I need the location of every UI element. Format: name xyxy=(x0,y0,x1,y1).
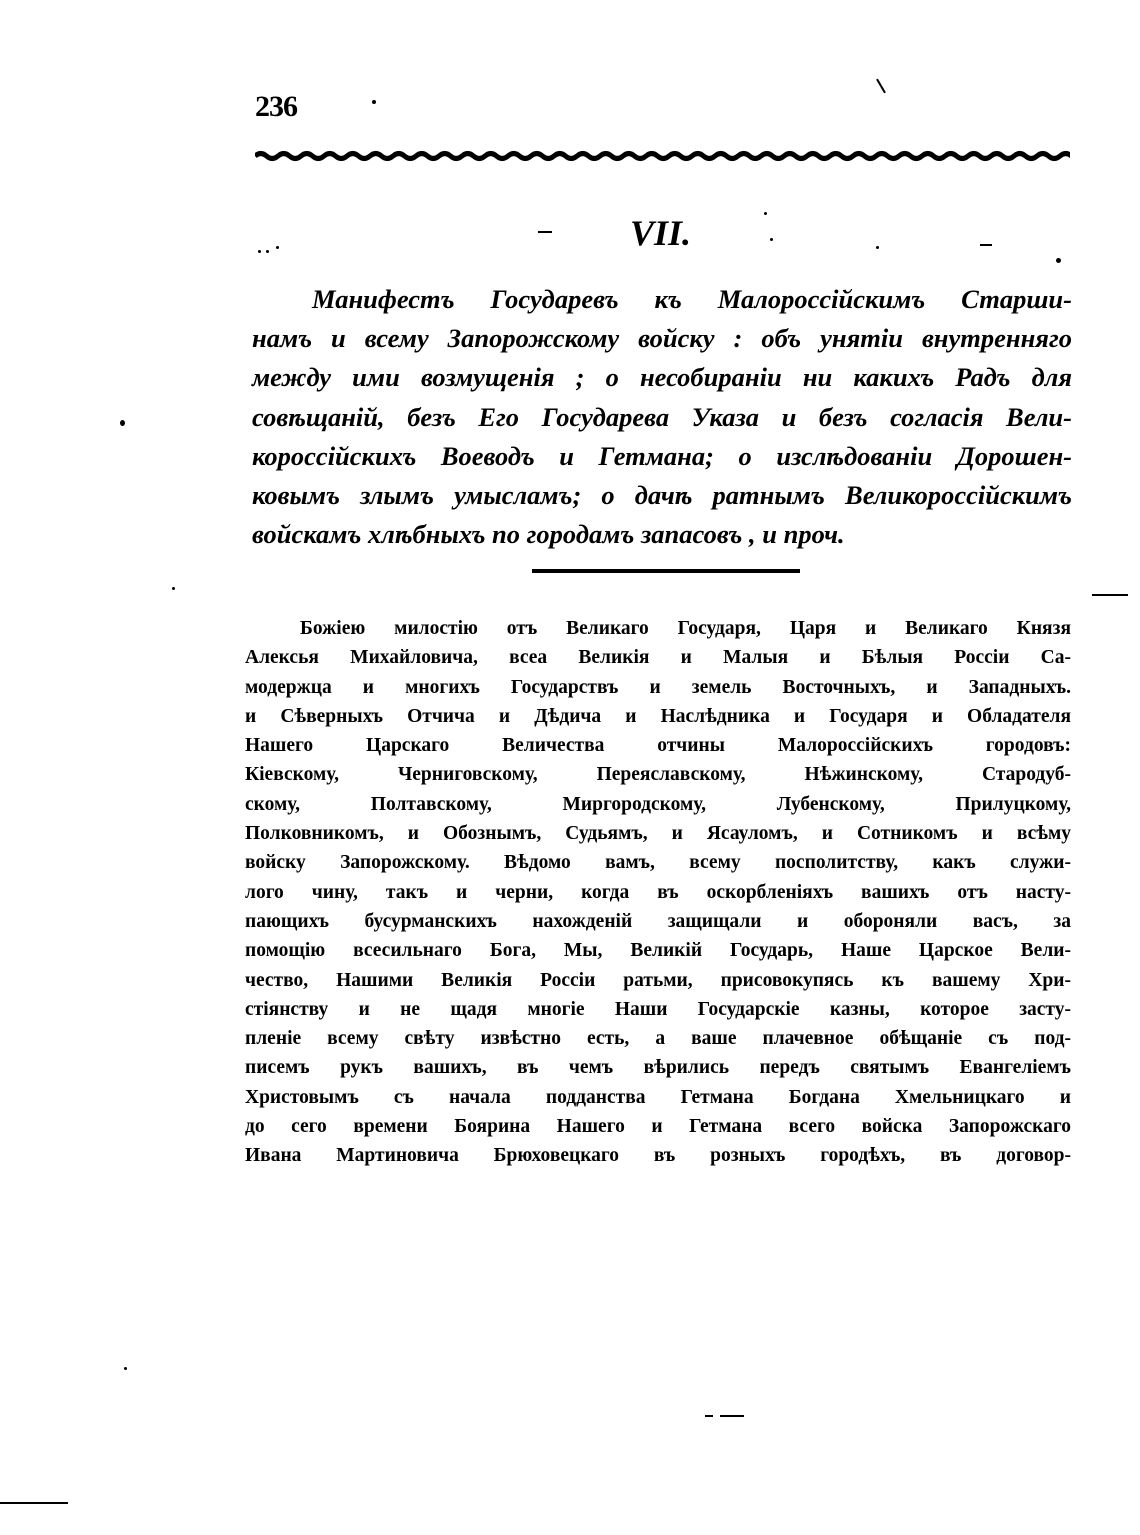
title-line: между ими возмущенія ; о несобираніи ни какихъ Радъ для xyxy=(252,362,1072,393)
scan-speck xyxy=(372,100,376,104)
page-number: 236 xyxy=(255,90,297,123)
scan-speck xyxy=(764,212,767,215)
body-line: скому, Полтавскому, Миргородскому, Лубенскому, Прилуцкому, xyxy=(245,793,1071,815)
scan-mark xyxy=(0,1502,68,1504)
title-line: войскамъ хлѣбныхъ по городамъ запасовъ , и проч. xyxy=(252,519,845,550)
scan-mark xyxy=(538,231,552,233)
body-line: войску Запорожскому. Вѣдомо вамъ, всему посполитству, какъ служи- xyxy=(245,852,1071,874)
section-number: VII. xyxy=(630,213,692,253)
scan-speck xyxy=(120,420,125,426)
scan-mark xyxy=(876,79,886,94)
body-line: до сего времени Боярина Нашего и Гетмана всего войска Запорожскаго xyxy=(245,1116,1071,1138)
title-line: короссійскихъ Воеводъ и Гетмана; о изслѣдованіи Дорошен- xyxy=(252,440,1072,471)
manifest-body xyxy=(245,614,1071,1171)
scan-speck xyxy=(258,250,261,253)
wavy-rule-ornament xyxy=(255,145,1070,167)
body-line: Полковникомъ, и Обознымъ, Судьямъ, и Ясауломъ, и Сотникомъ и всѣму xyxy=(245,823,1071,845)
body-line: стіянству и не щадя многіе Наши Государскіе казны, которое засту- xyxy=(245,998,1071,1020)
scan-speck xyxy=(876,246,879,249)
body-line: чество, Нашими Великія Россіи ратьми, присовокупясь къ вашему Хри- xyxy=(245,969,1071,991)
title-line: совѣщаній, безъ Его Государева Указа и безъ согласія Вели- xyxy=(252,401,1072,432)
scan-speck xyxy=(770,238,773,241)
body-line: лого чину, такъ и черни, когда въ оскорбленіяхъ вашихъ отъ насту- xyxy=(245,881,1071,903)
scan-mark xyxy=(980,244,992,246)
body-line: писемъ рукъ вашихъ, въ чемъ вѣрились передъ святымъ Евангеліемъ xyxy=(245,1057,1071,1079)
scan-mark xyxy=(720,1415,744,1417)
scan-speck xyxy=(276,246,279,249)
body-line: модержца и многихъ Государствъ и земель Восточныхъ, и Западныхъ. xyxy=(245,676,1071,698)
scan-mark xyxy=(705,1415,713,1417)
body-line: Кіевскому, Черниговскому, Переяславскому, Нѣжинскому, Стародуб- xyxy=(245,764,1071,786)
manifest-title xyxy=(252,280,1072,554)
scan-speck xyxy=(172,587,175,590)
body-line: помощію всесильнаго Бога, Мы, Великій Государь, Наше Царское Вели- xyxy=(245,940,1071,962)
body-line: Божіею милостію отъ Великаго Государя, Царя и Великаго Князя xyxy=(300,618,1071,639)
title-line: ковымъ злымъ умысламъ; о дачѣ ратнымъ Великороссійскимъ xyxy=(252,480,1072,511)
title-line: Манифестъ Государевъ къ Малороссійскимъ Старши- xyxy=(312,284,1072,314)
title-line: намъ и всему Запорожскому войску : объ унятіи внутренняго xyxy=(252,323,1072,354)
scan-mark xyxy=(1092,594,1128,596)
body-line: Нашего Царскаго Величества отчины Малороссійскихъ городовъ: xyxy=(245,735,1071,757)
body-line: пленіе всему свѣту извѣстно есть, а ваше плачевное обѣщаніе съ под- xyxy=(245,1028,1071,1050)
scan-speck xyxy=(1056,258,1061,263)
scan-speck xyxy=(124,1367,127,1370)
scan-speck xyxy=(266,250,269,253)
body-line: Христовымъ съ начала подданства Гетмана Богдана Хмельницкаго и xyxy=(245,1086,1071,1108)
body-line: Алексья Михайловича, всеа Великія и Малыя и Бѣлыя Россіи Са- xyxy=(245,647,1071,669)
body-line: и Сѣверныхъ Отчича и Дѣдича и Наслѣдника и Государя и Обладателя xyxy=(245,705,1071,727)
body-line: Ивана Мартиновича Брюховецкаго въ розныхъ городѣхъ, въ договор- xyxy=(245,1145,1071,1167)
short-divider-rule xyxy=(532,569,800,573)
body-line: пающихъ бусурманскихъ нахожденій защищали и обороняли васъ, за xyxy=(245,910,1071,932)
